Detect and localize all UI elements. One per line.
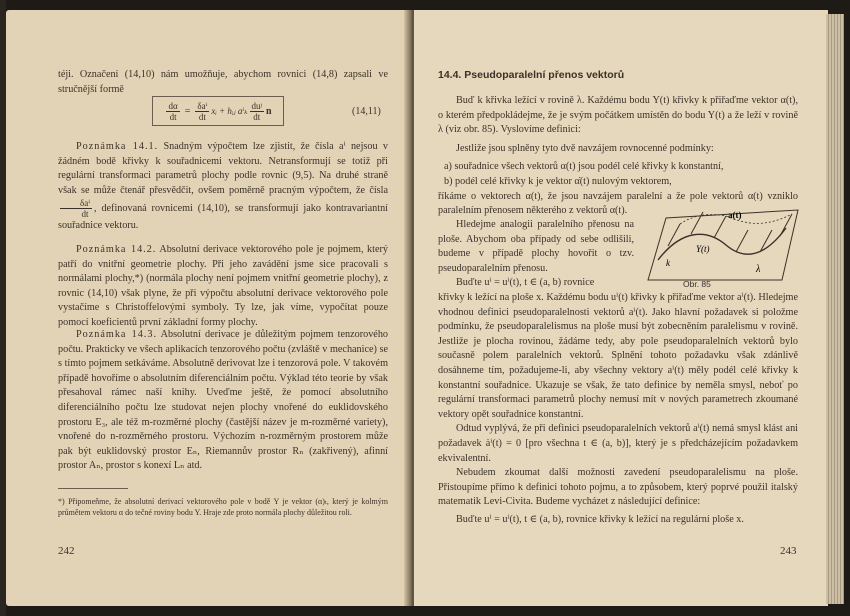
para-7: Nebudem zkoumat další možnosti zavedení pseudoparalelismu na ploše. Přistoupíme přímo k definici tohoto pojmu, a to způsobem, který poprvé použil italský matematik Levi-Civita. Budeme vycházet z následující definice: xyxy=(438,467,798,508)
eq-term2-rest: n xyxy=(265,105,272,117)
vector-arrow-2 xyxy=(691,212,703,234)
eq-sign: = xyxy=(184,105,191,117)
equation-number: (14,11) xyxy=(352,106,381,117)
note-1 xyxy=(58,140,388,234)
eq-term2-frac: $\frac{\text{duʲ}}{dt}$ xyxy=(251,100,262,122)
para-3: říkáme o vektorech α(t), že jsou navzájem paralelní a že pole vektorů α(t) vzniklo paralelním přenosem některého z vektorů α(t). xyxy=(438,190,798,217)
para-1: Buď k křivka ležící v rovině λ. Každému bodu Y(t) křivky k přiřaďme vektor α(t), o kterém předpokládejme, že je svým počátkem umístěn do bodu Y(t) a že leží v rovině λ (viz obr. 85). Vyslovíme definici: xyxy=(438,95,798,136)
curve-k xyxy=(658,228,786,260)
right-bottom-text xyxy=(438,291,798,528)
para-4: Hledejme analogii paralelního přenosu na ploše. Abychom oba případy od sebe odlišili, budeme v případě plochy hovořit o tzv. pseudoparalelním přenosu. xyxy=(438,219,634,274)
vector-arrow-1 xyxy=(668,224,680,246)
note2-text: Absolutní derivace vektorového pole je pojmem, který patří do vnitřní geometrie plochy. Při jeho zavádění jsme sice pracovali s normálami plochy,*) (normála plochy není pojmem vnitřní geometrie plochy), z rovnic (14,10) však plyne, že při výpočtu absolutní derivace vektorového pole vystačíme s Christoffelovými symboly. Ty lze, jak víme, vypočítat pouze pomocí koeficientů první základní formy plochy. xyxy=(58,244,388,328)
eq-lhs-frac: $\frac{d\alpha}{dt}$ xyxy=(168,100,178,122)
vector-arrow-4 xyxy=(736,230,748,252)
note1-frac: $\frac{\text{δaⁱ}}{dt}$ xyxy=(60,198,92,219)
note1-text-a: Snadným výpočtem lze zjistit, že čísla aⁱ nejsou v žádném bodě křivky k souřadnicemi vektoru. Netransformují se totiž při regulární transformaci parametrů plochy podle rovnic (9,5). Na druhé straně však se může čtenář přesvědčit, ovšem poměrně pracným výpočtem, že čísla xyxy=(58,141,389,196)
equation-box xyxy=(152,96,284,126)
note3-label: Poznámka 14.3. xyxy=(76,329,157,340)
note1-label: Poznámka 14.1. xyxy=(76,141,159,152)
condition-a: a) souřadnice všech vektorů α(t) jsou podél celé křivky k konstantní, xyxy=(444,161,724,173)
label-lambda: λ xyxy=(756,264,761,275)
label-a: a(t) xyxy=(728,210,742,220)
section-heading: 14.4. Pseudoparalelní přenos vektorů xyxy=(438,69,625,81)
page-number-left: 242 xyxy=(58,545,75,557)
vector-arrow-3 xyxy=(714,216,726,238)
footnote: *) Připomeňme, že absolutní derivací vektorového pole v bodě Y je vektor (α)ₜ, který je kolmým průmětem vektoru α do tečné roviny bodu Y. Hraje zde proto normála plochy důležitou roli. xyxy=(58,497,388,517)
footnote-rule xyxy=(58,488,128,489)
eq-term1-frac: $\frac{\text{δaⁱ}}{dt}$ xyxy=(197,100,208,122)
note2-label: Poznámka 14.2. xyxy=(76,244,157,255)
para-2: Jestliže jsou splněny tyto dvě navzájem rovnocenné podmínky: xyxy=(456,142,714,154)
para-8: Buďte uⁱ = uⁱ(t), t ∈ (a, b), rovnice křivky k ležící na regulární ploše x. xyxy=(456,513,744,525)
intro-text: téji. Označení (14,10) nám umožňuje, abychom rovnici (14,8) zapsali ve stručnější formě xyxy=(58,69,388,95)
wrap-text xyxy=(438,218,634,291)
para-5-rest: křivky k ležící na ploše x. Každému bodu uⁱ(t) křivky k přiřaďme vektor aⁱ(t). Hledejme vhodnou definici pseudoparalelnosti vektorů aⁱ(t). Jako hlavní požadavek si položme podmínku, že pseudoparalelismus na ploše musí být zobecněním paralelismu v rovině. Jestliže je plocha rovinou, žádáme tedy, aby pole pseudoparalelních vektorů bylo současně polem paralelních vektorů. Splnění tohoto požadavku však zdánlivě dosáhneme tím, požadujeme-li, aby všechny vektory aⁱ(t) měly podél celé křivky k konstantní souřadnice. Ukazuje se však, že tato definice by neměla smysl, neboť po regulární transformaci parametrů plochy nemusí mít v nových parametrech zkoumané vektory opět souřadnice konstantní. xyxy=(438,292,798,420)
page-edges xyxy=(826,14,844,604)
para-5-start: Buďte uⁱ = uⁱ(t), t ∈ (a, b) rovnice xyxy=(456,277,595,289)
para-6: Odtud vyplývá, že při definici pseudoparalelních vektorů aⁱ(t) nemá smysl klást ani požadavek ȧⁱ(t) = 0 [pro všechna t ∈ (a, b)], který je s předcházejícím požadavkem ekvivalentní. xyxy=(438,423,798,464)
figure-caption: Obr. 85 xyxy=(683,279,711,289)
note3-text: Absolutní derivace je důležitým pojmem tenzorového počtu. Prakticky ve všech aplikacích tenzorového počtu (zvláště v mechanice) se s tímto pojmem setkáváme. Absolutně derivovat lze i tenzorová pole. V takovém případě hovoříme o absolutním diferenciálním počtu. Výklad této teorie by však přesahoval rámec naší knihy. Uveďme ještě, že pomocí absolutního diferenciálního počtu lze studovat nejen plochy vnořené do euklidovského prostoru E₃, ale též m-rozměrné plochy (častější název je m-rozměrné variety), vnořené do n-rozměrného prostoru. Výchozím n-rozměrným prostorem může pak být euklidovský prostor Eₙ, Riemannův prostor Rₙ (zakřivený), afinní prostor Aₙ, prostor s konexí Lₙ atd. xyxy=(58,329,389,472)
condition-b: b) podél celé křivky k je vektor α̇(t) nulovým vektorem, xyxy=(444,175,672,187)
note-3 xyxy=(58,328,388,474)
figure-85 xyxy=(636,200,803,290)
left-intro xyxy=(58,68,388,97)
label-k: k xyxy=(666,258,670,268)
eq-term1-rest: xᵢ + hᵢⱼ aⁱₖ xyxy=(211,105,248,116)
label-y: Y(t) xyxy=(696,244,710,254)
note1-text-b: , definovaná rovnicemi (14,10), se transformují jako kontravariantní souřadnice vektoru. xyxy=(58,203,388,232)
note-2 xyxy=(58,243,388,331)
page-number-right: 243 xyxy=(780,545,797,557)
